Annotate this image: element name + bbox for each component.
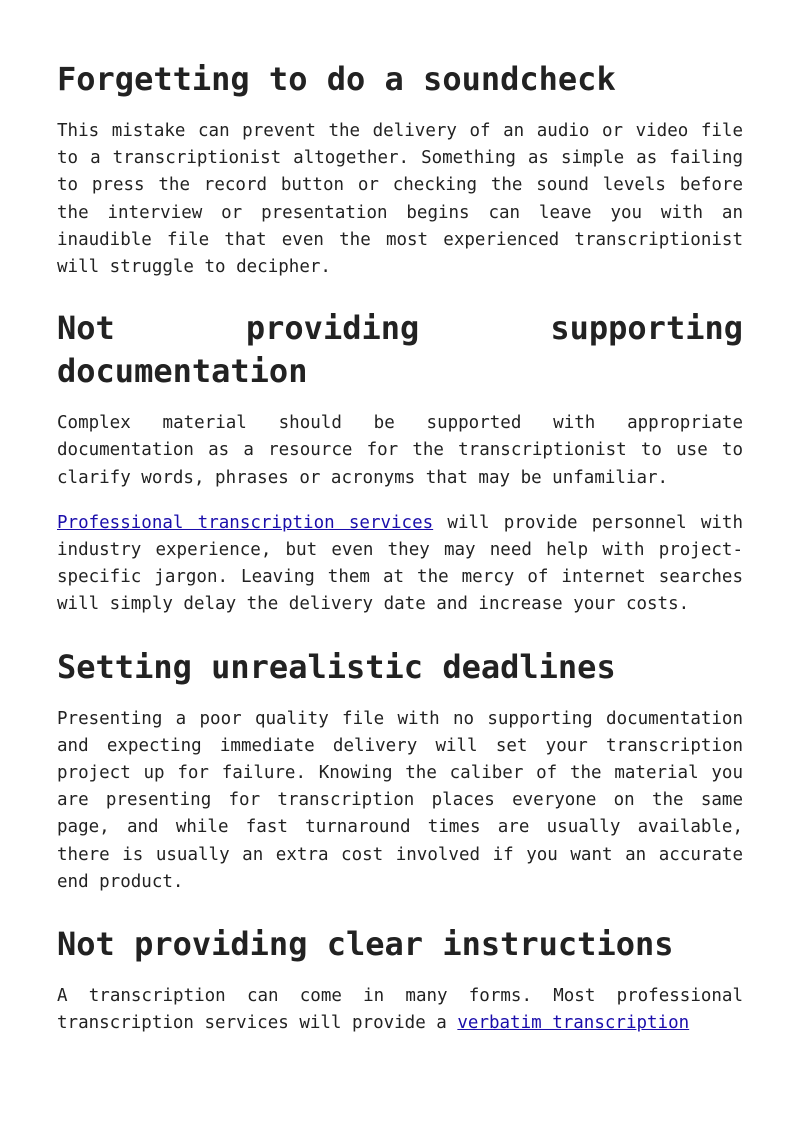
paragraph-instructions [57,983,743,1037]
paragraph-professional-services-text: will provide personnel with industry experience, but even they may need help with project-specific jargon. Leaving them at the mercy of internet searches will simply delay the delivery date and increase your costs. [57,512,743,615]
heading-soundcheck: Forgetting to do a soundcheck [57,60,616,98]
link-verbatim-transcription[interactable]: verbatim transcription [457,1013,690,1034]
paragraph-complex-material: Complex material should be supported with appropriate documentation as a resource for the transcriptionist to use to clarify words, phrases or acronyms that may be unfamiliar. [57,413,743,488]
paragraph-deadlines: Presenting a poor quality file with no supporting documentation and expecting immediate delivery will set your transcription project up for failure. Knowing the caliber of the material you are presenting for transcription places everyone on the same page, and while fast turnaround times are usually available, there is usually an extra cost involved if you want an accurate end product. [57,708,743,892]
link-professional-transcription-services[interactable]: Professional transcription services [57,512,434,533]
document-page [57,58,743,1037]
paragraph-instructions-text: A transcription can come in many forms. Most professional transcription services will provide a [57,986,743,1034]
paragraph-soundcheck: This mistake can prevent the delivery of an audio or video file to a transcriptionist altogether. Something as simple as failing to press the record button or checking the sound levels before the interview or presentation begins can leave you with an inaudible file that even the most experienced transcriptionist will struggle to decipher. [57,121,743,278]
heading-unrealistic-deadlines: Setting unrealistic deadlines [57,647,616,686]
paragraph-professional-services [57,510,743,619]
heading-clear-instructions: Not providing clear instructions [57,925,674,964]
heading-supporting-documentation: Not providing supporting documentation [57,309,743,391]
